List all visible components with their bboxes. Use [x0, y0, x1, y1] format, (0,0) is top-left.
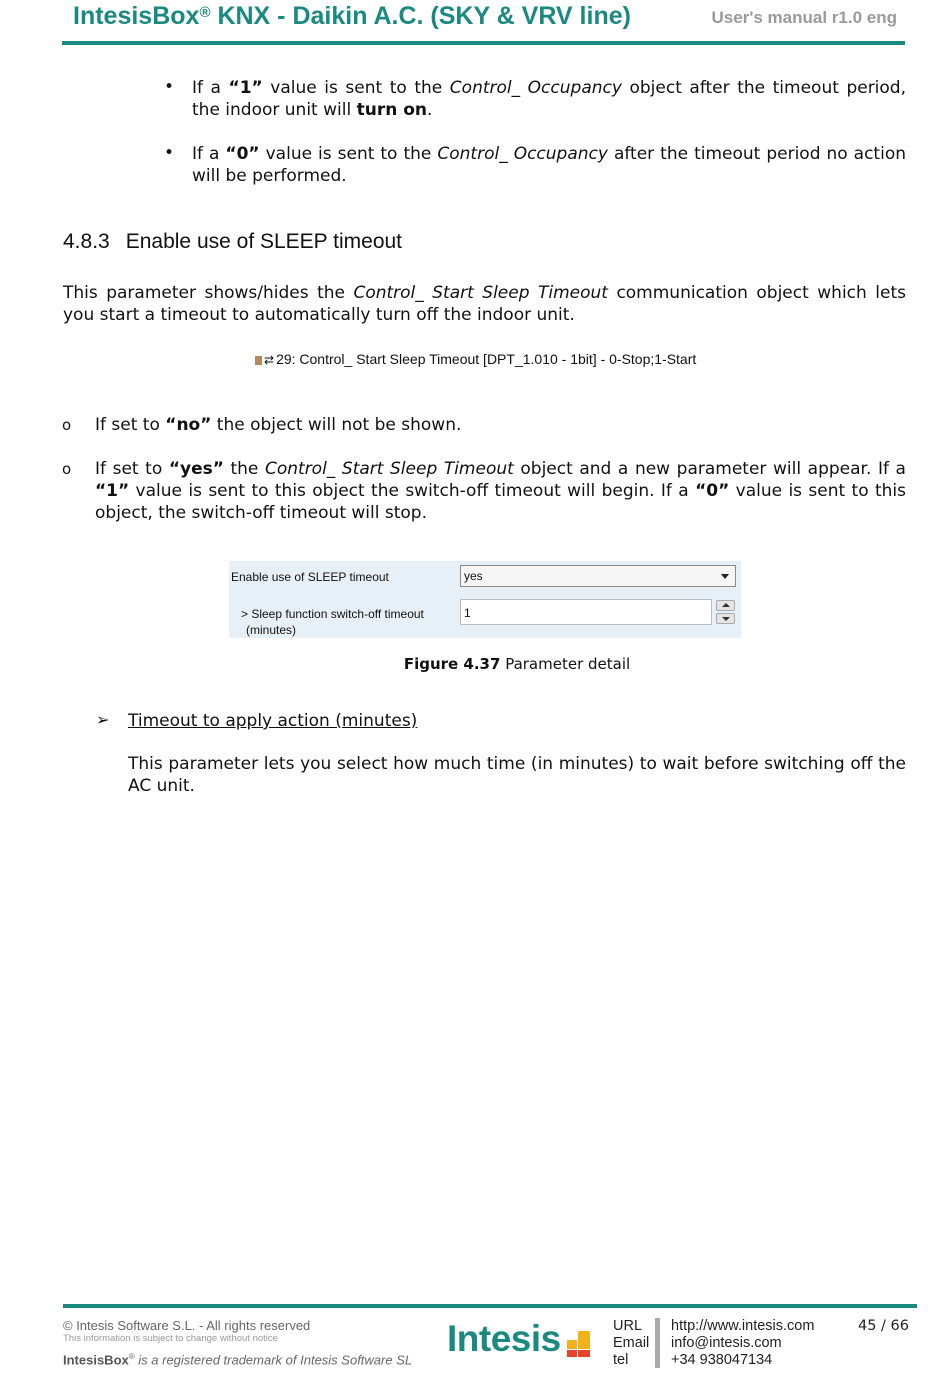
- bullet-marker: •: [164, 77, 175, 97]
- option-yes: If set to “yes” the Control_ Start Sleep Timeout object and a new parameter will appear. If a “1” value is sent to this object the switch-off timeout will begin. If a “0” value is sent to this object, the switch-off timeout will stop.: [95, 459, 906, 523]
- option-marker: o: [62, 460, 72, 478]
- subsection-body: This parameter lets you select how much time (in minutes) to wait before switching off the AC unit.: [128, 754, 906, 796]
- figure-caption: Figure 4.37 Parameter detail: [403, 655, 631, 673]
- intesis-logo-icon: [567, 1331, 591, 1357]
- manual-version: User's manual r1.0 eng: [711, 8, 897, 27]
- footer-phone: +34 938047134: [671, 1352, 773, 1368]
- sleep-timeout-label: Enable use of SLEEP timeout: [231, 570, 389, 584]
- footer-contact-values: [671, 1318, 814, 1369]
- chevron-down-icon[interactable]: [721, 574, 729, 579]
- footer-note: This information is subject to change without notice: [63, 1333, 278, 1344]
- switch-off-timeout-stepper[interactable]: [716, 599, 736, 625]
- footer-trademark: IntesisBox® is a registered trademark of Intesis Software SL: [63, 1352, 413, 1368]
- bullet-marker: •: [164, 143, 175, 163]
- option-no: If set to “no” the object will not be shown.: [95, 415, 462, 435]
- stepper-down-icon[interactable]: [716, 613, 735, 624]
- footer-rule: [63, 1304, 917, 1308]
- sleep-timeout-select[interactable]: [460, 565, 736, 587]
- option-marker: o: [62, 416, 72, 434]
- page-number: 45 / 66: [858, 1318, 910, 1334]
- section-intro: This parameter shows/hides the Control_ Start Sleep Timeout communication object which lets you start a timeout to automatically turn off the indoor unit.: [63, 283, 906, 325]
- communication-object-line: ⇄ 29: Control_ Start Sleep Timeout [DPT_1.010 - 1bit] - 0-Stop;1-Start: [255, 351, 696, 367]
- footer-contact-labels: URL Email tel: [613, 1318, 650, 1368]
- switch-off-timeout-input[interactable]: 1: [460, 599, 712, 625]
- footer-divider: [655, 1318, 660, 1368]
- bullet-occupancy-0: If a “0” value is sent to the Control_ Occupancy after the timeout period no action will be performed.: [192, 144, 906, 186]
- object-arrows-icon: ⇄: [264, 353, 275, 367]
- document-title: IntesisBox® KNX - Daikin A.C. (SKY & VRV line): [73, 2, 631, 30]
- object-icon: [255, 356, 262, 365]
- footer-copyright: © Intesis Software S.L. - All rights reserved: [63, 1318, 311, 1333]
- footer-url[interactable]: http://www.intesis.com: [671, 1318, 815, 1334]
- arrow-bullet-icon: ➢: [96, 710, 110, 729]
- bullet-occupancy-1: If a “1” value is sent to the Control_ Occupancy object after the timeout period, the indoor unit will turn on.: [192, 78, 907, 120]
- stepper-up-icon[interactable]: [716, 600, 735, 611]
- parameter-panel: [229, 561, 741, 638]
- subsection-title: Timeout to apply action (minutes): [128, 711, 418, 731]
- footer-email[interactable]: info@intesis.com: [671, 1335, 782, 1351]
- switch-off-timeout-label: > Sleep function switch-off timeout (minutes): [241, 607, 424, 637]
- sleep-timeout-value: yes: [464, 569, 483, 583]
- header-rule: [62, 41, 905, 45]
- section-heading: 4.8.3 Enable use of SLEEP timeout: [63, 230, 403, 253]
- intesis-logo: Intesis: [447, 1318, 561, 1359]
